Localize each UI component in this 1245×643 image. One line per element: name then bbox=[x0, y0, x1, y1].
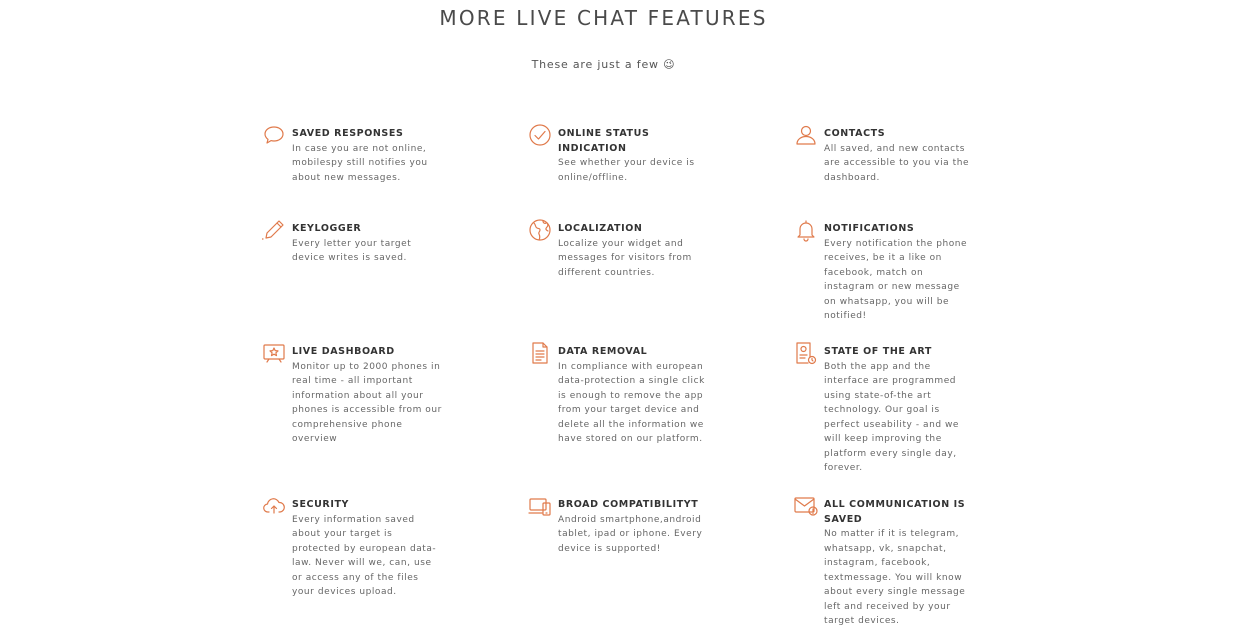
feature-contacts bbox=[824, 127, 974, 185]
feature-state-of-the-art bbox=[824, 345, 974, 476]
feature-title: DATA REMOVAL bbox=[558, 346, 648, 357]
feature-title: BROAD COMPATIBILITYT bbox=[558, 499, 699, 510]
feature-title: KEYLOGGER bbox=[292, 223, 362, 234]
feature-description: Android smartphone,android tablet, ipad or iphone. Every device is supported! bbox=[558, 514, 703, 554]
feature-keylogger bbox=[292, 222, 442, 266]
globe-icon bbox=[528, 218, 552, 242]
speech-bubble-icon bbox=[262, 123, 286, 147]
feature-description: All saved, and new contacts are accessible to you via the dashboard. bbox=[824, 143, 970, 183]
feature-description: Both the app and the interface are programmed using state-of-the art technology. Our goal is perfect useability - and we will keep improving the platform every single day, forever. bbox=[824, 361, 960, 473]
feature-description: In case you are not online, mobilespy still notifies you about new messages. bbox=[292, 143, 428, 183]
devices-icon bbox=[528, 494, 552, 518]
feature-description: See whether your device is online/offline. bbox=[558, 158, 695, 183]
feature-title: SAVED RESPONSES bbox=[292, 128, 404, 139]
feature-title: CONTACTS bbox=[824, 128, 886, 139]
feature-title: ALL COMMUNICATION IS SAVED bbox=[824, 499, 966, 525]
feature-live-dashboard bbox=[292, 345, 442, 447]
feature-all-communication bbox=[824, 498, 974, 629]
feature-description: In compliance with european data-protection a single click is enough to remove the app from your target device and delete all the information we have stored on our platform. bbox=[558, 361, 705, 444]
feature-title: STATE OF THE ART bbox=[824, 346, 932, 357]
page-title: MORE LIVE CHAT FEATURES bbox=[439, 6, 768, 30]
bell-icon bbox=[794, 218, 818, 242]
user-icon bbox=[794, 123, 818, 147]
feature-description: Every information saved about your target is protected by european data-law. Never will we, can, use or access any of the files your devices upload. bbox=[292, 514, 437, 597]
feature-title: LOCALIZATION bbox=[558, 223, 643, 234]
feature-title: LIVE DASHBOARD bbox=[292, 346, 395, 357]
feature-data-removal bbox=[558, 345, 708, 447]
feature-description: Localize your widget and messages for visitors from different countries. bbox=[558, 238, 692, 278]
feature-title: ONLINE STATUS INDICATION bbox=[558, 128, 650, 154]
feature-broad-compatibility bbox=[558, 498, 708, 556]
feature-notifications bbox=[824, 222, 974, 324]
feature-title: SECURITY bbox=[292, 499, 350, 510]
pencil-icon bbox=[262, 218, 286, 242]
cloud-upload-icon bbox=[262, 494, 286, 518]
feature-description: Every notification the phone receives, be it a like on facebook, match on instagram or new message on whatsapp, you will be notified! bbox=[824, 238, 968, 321]
document-icon bbox=[528, 341, 552, 365]
checkmark-circle-icon bbox=[528, 123, 552, 147]
feature-description: Every letter your target device writes is saved. bbox=[292, 238, 412, 263]
feature-description: No matter if it is telegram, whatsapp, vk, snapchat, instagram, facebook, textmessage. You will know about every single message left and received by your target devices. bbox=[824, 529, 966, 626]
page-subtitle: These are just a few 😉 bbox=[531, 58, 676, 71]
dashboard-icon bbox=[262, 341, 286, 365]
envelope-icon bbox=[794, 494, 818, 518]
feature-online-status bbox=[558, 127, 708, 185]
certificate-icon bbox=[794, 341, 818, 365]
feature-localization bbox=[558, 222, 708, 280]
feature-title: NOTIFICATIONS bbox=[824, 223, 915, 234]
feature-security bbox=[292, 498, 442, 600]
feature-description: Monitor up to 2000 phones in real time - all important information about all your phones is accessible from our comprehensive phone overview bbox=[292, 361, 442, 444]
feature-saved-responses bbox=[292, 127, 442, 185]
